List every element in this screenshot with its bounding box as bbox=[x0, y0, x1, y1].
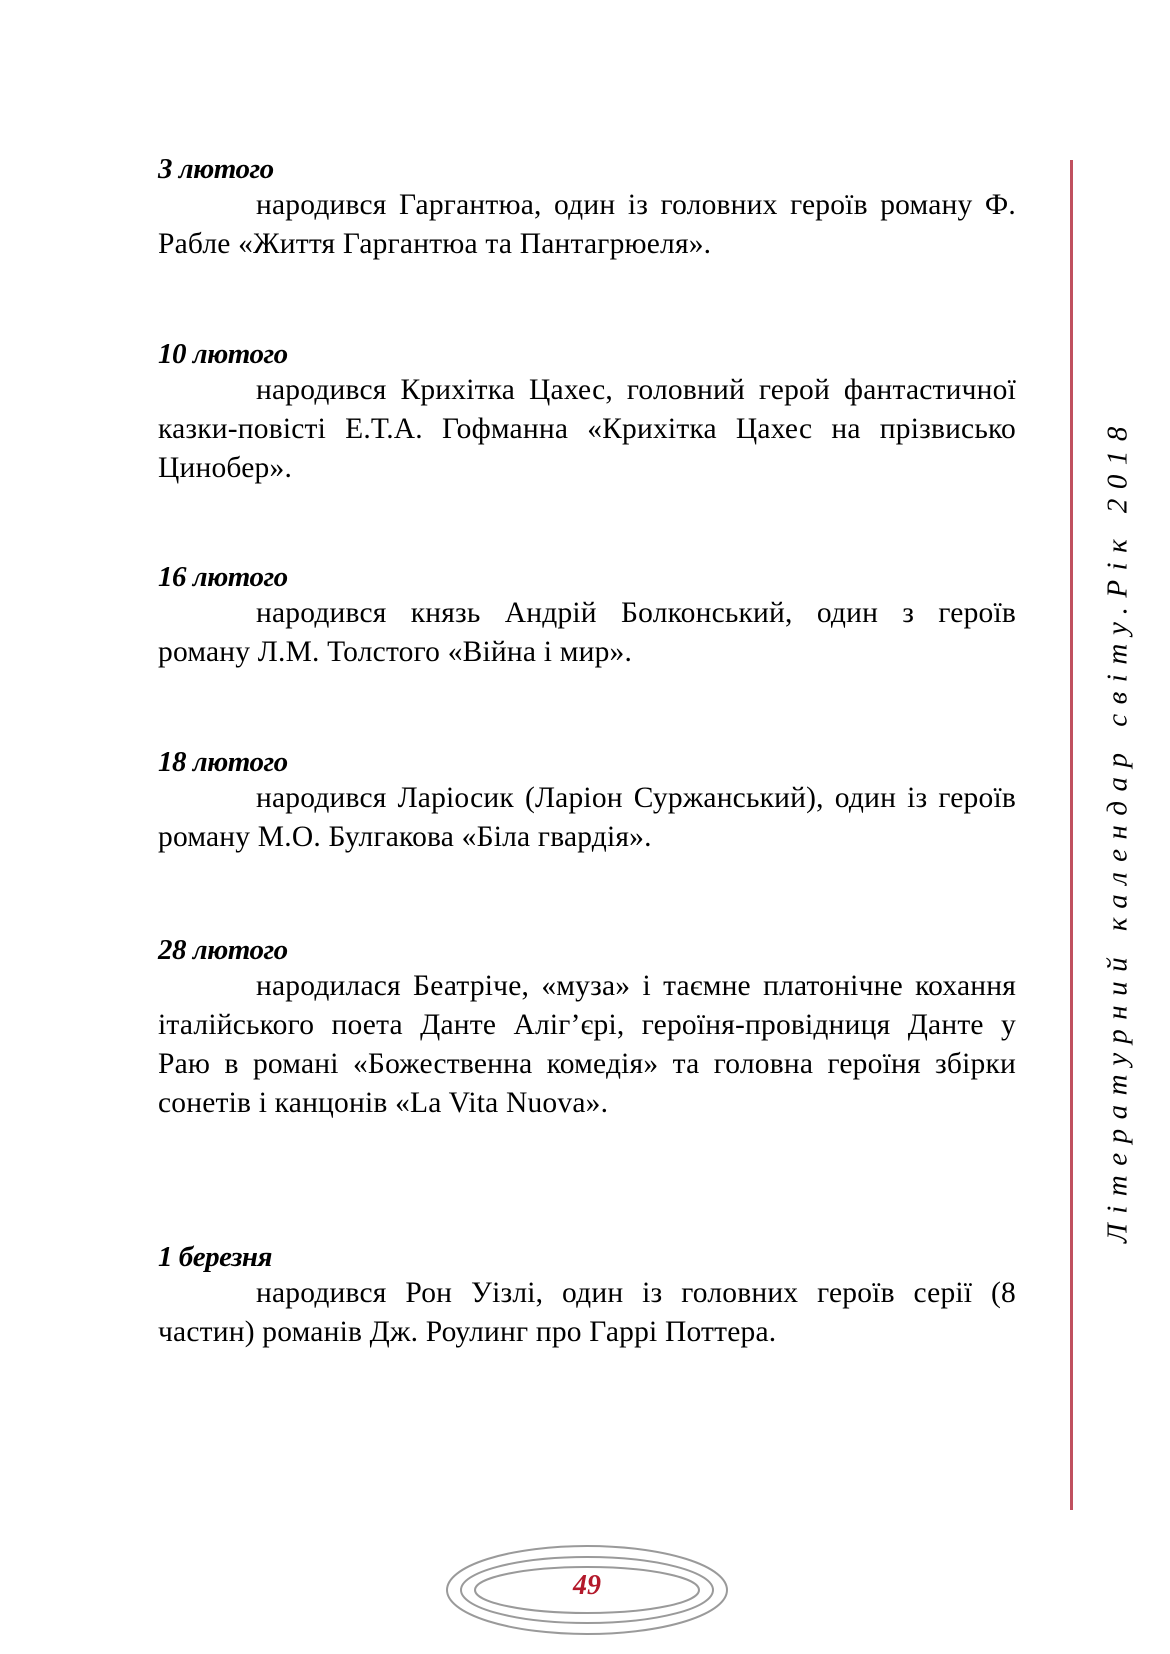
entry-text: народився князь Андрій Болконський, один з героїв роману Л.М. Толстого «Війна і мир». bbox=[158, 597, 1016, 668]
entry-text: народилася Беатріче, «муза» і таємне платонічне кохання італійського поета Данте Аліг’єрі, героїня-провідниця Данте у Раю в романі «Божественна комедія» та головна героїня збірки сонетів і канцонів «La Vita Nuova». bbox=[158, 970, 1016, 1119]
page-number-badge bbox=[442, 1540, 732, 1640]
entry-date: 18 лютого bbox=[158, 746, 288, 778]
page-number: 49 bbox=[573, 1570, 601, 1601]
entry-date: 1 березня bbox=[158, 1241, 272, 1273]
calendar-entry bbox=[158, 745, 1016, 857]
calendar-entry bbox=[158, 1240, 1016, 1352]
entry-text: народився Гаргантюа, один із головних героїв роману Ф. Рабле «Життя Гаргантюа та Пантагрюеля». bbox=[158, 189, 1016, 260]
calendar-entry bbox=[158, 337, 1016, 488]
entry-text: народився Крихітка Цахес, головний герой фантастичної казки-повісті Е.Т.А. Гофманна «Крихітка Цахес на прізвисько Цинобер». bbox=[158, 374, 1016, 484]
entry-date: 10 лютого bbox=[158, 338, 288, 370]
calendar-entry bbox=[158, 560, 1016, 672]
entry-date: 16 лютого bbox=[158, 561, 288, 593]
calendar-entry bbox=[158, 152, 1016, 264]
side-title-text: Літературний календар світу.Рік 2018 bbox=[1101, 417, 1134, 1243]
side-divider-line bbox=[1070, 160, 1073, 1510]
entry-date: 3 лютого bbox=[158, 153, 274, 185]
entry-text: народився Рон Уізлі, один із головних героїв серії (8 частин) романів Дж. Роулинг про Гаррі Поттера. bbox=[158, 1277, 1016, 1348]
entry-text: народився Ларіосик (Ларіон Суржанський), один із героїв роману М.О. Булгакова «Біла гвардія». bbox=[158, 782, 1016, 853]
entry-date: 28 лютого bbox=[158, 934, 288, 966]
calendar-entry bbox=[158, 933, 1016, 1123]
